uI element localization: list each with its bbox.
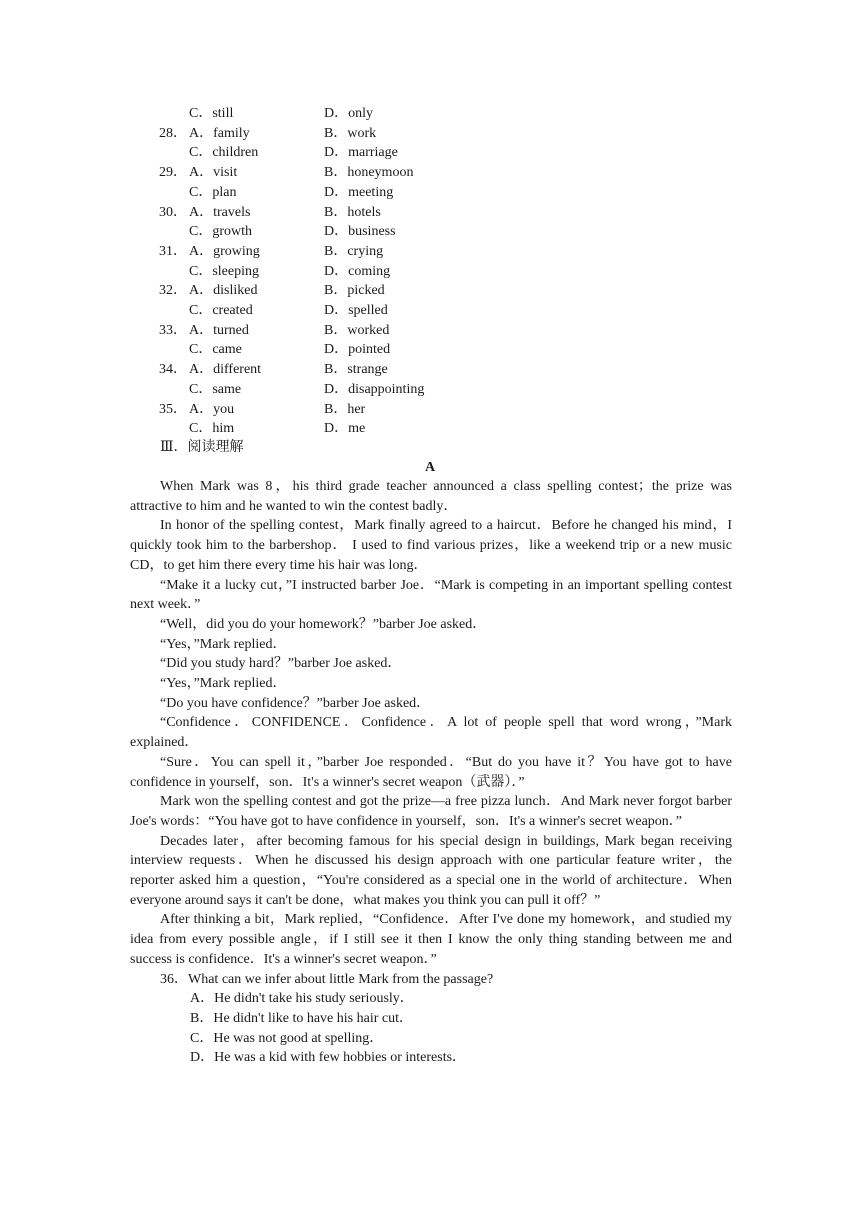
question-number: 33． [159,322,187,338]
option-right: B．strange [324,362,388,378]
option-right: B．picked [324,283,385,299]
option-row [0,400,860,420]
passage-paragraph: “Do you have confidence？”barber Joe asked． [160,695,431,711]
question-number: 28． [159,125,187,141]
option-right: D．pointed [324,342,391,358]
answer-choice: A．He didn't take his study seriously． [190,991,414,1007]
option-right: B．worked [324,322,390,338]
passage-paragraph: “Make it a lucky cut，”I instructed barber Joe．“Mark is competing in an important spelling contest next week．” [130,577,732,613]
option-right: B．her [324,401,366,417]
option-row [0,281,860,301]
option-left: C．sleeping [189,263,259,279]
option-right: D．coming [324,263,391,279]
answer-choice: B．He didn't like to have his hair cut． [190,1010,413,1026]
option-right: D．only [324,106,373,121]
option-right: B．hotels [324,204,381,220]
question-number: 31． [159,243,187,259]
option-left: C．still [189,106,234,121]
option-right: D．meeting [324,184,394,200]
option-row [0,222,860,242]
option-left: C．him [189,421,235,437]
option-row [0,340,860,360]
option-row [0,321,860,341]
option-left: A．different [189,362,262,378]
option-left: C．plan [189,184,237,200]
question-number: 32． [159,283,187,299]
option-row [0,262,860,282]
option-left: A．disliked [189,283,258,299]
question-number: 34． [159,362,187,378]
question-stem: 36．What can we infer about little Mark from the passage? [160,971,494,987]
option-row [0,203,860,223]
option-right: D．business [324,224,396,240]
option-left: C．children [189,145,259,161]
option-row [0,143,860,163]
option-left: C．same [189,381,242,397]
option-right: D．spelled [324,303,388,318]
option-left: A．family [189,125,250,141]
option-left: C．created [189,303,253,318]
option-row [0,419,860,439]
option-row [0,360,860,380]
passage-paragraph: In honor of the spelling contest，Mark finally agreed to a haircut．Before he changed his mind，I quickly took him to the barbershop． I used to find various prizes，like a weekend trip or a new music CD，to get him there every time his hair was long． [130,518,732,573]
option-right: D．me [324,421,366,437]
passage-paragraph: “Did you study hard？”barber Joe asked． [160,656,402,672]
answer-choice: D．He was a kid with few hobbies or interests． [190,1050,467,1066]
option-right: B．crying [324,243,384,259]
answer-choice: C．He was not good at spelling． [190,1030,384,1046]
passage-paragraph: “Well，did you do your homework？”barber Joe asked． [160,616,487,632]
passage-paragraph: When Mark was 8，his third grade teacher announced a class spelling contest；the prize was attractive to him and he wanted to win the contest badly． [130,479,732,514]
section-title: Ⅲ．阅读理解 [160,440,244,455]
passage-paragraph: “Yes，”Mark replied． [160,676,287,692]
option-left: C．growth [189,224,252,240]
question-number: 29． [159,165,187,181]
passage-paragraph: “Confidence．CONFIDENCE．Confidence．A lot of people spell that word wrong，”Mark explained． [130,715,732,751]
option-right: B．honeymoon [324,165,414,181]
option-row [0,124,860,144]
option-left: A．growing [189,243,260,259]
option-row [0,183,860,203]
question-choices [130,989,732,1068]
option-right: D．marriage [324,145,398,161]
passage-paragraph: After thinking a bit，Mark replied，“Confidence．After I've done my homework，and studied my idea from every possible angle，if I still see it then I know the only thing standing between me and success is confidence．It's a winner's secret weapon．” [130,912,732,967]
option-left: A．visit [189,165,238,181]
passage-paragraphs [130,477,732,970]
reading-passage [130,477,732,1068]
option-row [0,242,860,262]
passage-paragraph: “Sure．You can spell it，”barber Joe responded．“But do you have it？You have got to have confidence in yourself，son．It's a winner's secret weapon（武器）．” [130,754,732,790]
option-left: A．travels [189,204,251,220]
option-left: C．came [189,342,242,358]
option-left: A．turned [189,322,249,338]
passage-paragraph: “Yes，”Mark replied． [160,636,287,652]
passage-paragraph: Mark won the spelling contest and got the prize—a free pizza lunch．And Mark never forgot barber Joe's words：“You have got to have confidence in yourself，son．It's a winner's secret weapon．” [130,794,732,829]
option-left: A．you [189,401,235,417]
option-right: B．work [324,125,377,141]
question-number: 35． [159,401,187,417]
passage-label: A [424,460,436,475]
option-right: D．disappointing [324,381,425,397]
question-number: 30． [159,204,187,220]
option-row [0,163,860,183]
passage-paragraph: Decades later，after becoming famous for his special design in buildings, Mark began receiving interview requests．When he discussed his design approach with one particular feature writer，the reporter asked him a question，“You're considered as a special one in the world of architecture．When everyone around says it can't be done，what makes you think you can pull it off？” [130,833,732,908]
option-row [0,301,860,321]
option-row [0,380,860,400]
option-row [0,104,860,124]
